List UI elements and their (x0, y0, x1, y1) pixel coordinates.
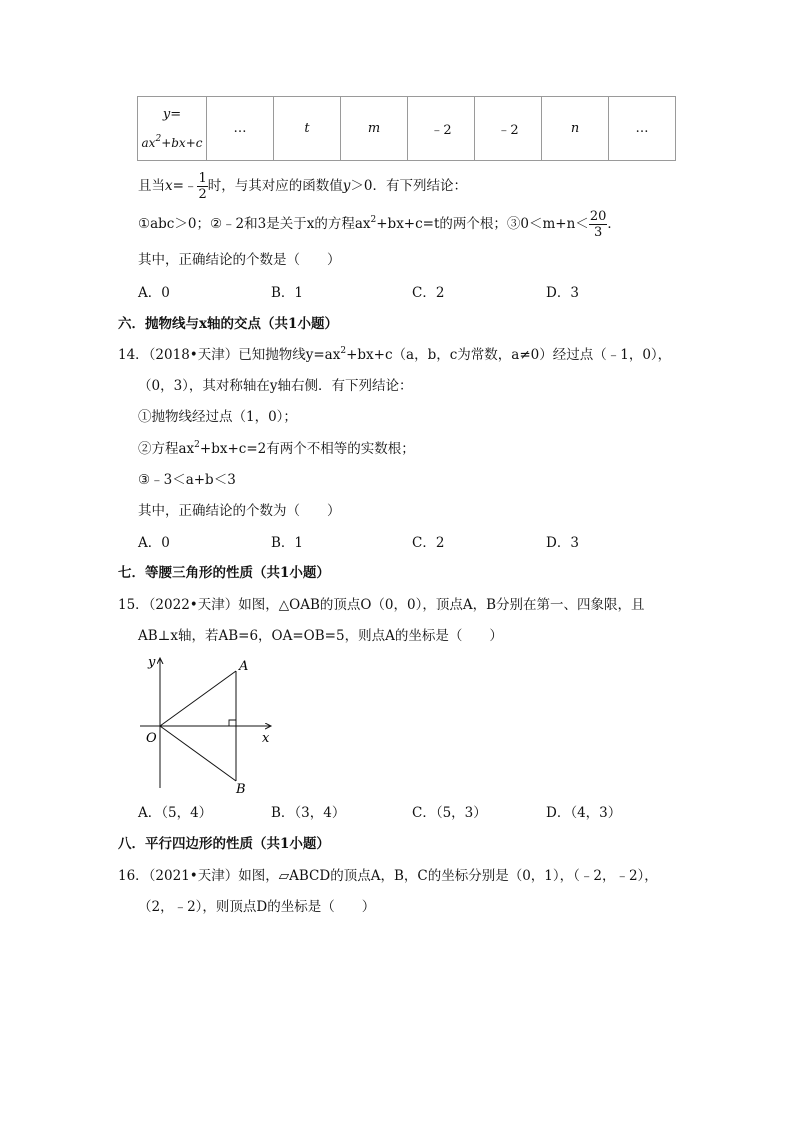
fraction-one-half: $\frac{1}{2}$ (198, 171, 207, 202)
q16-line-1: 16．（2021•天津）如图，▱ABCD的顶点A，B，C的坐标分别是（0，1），（﹣2，﹣2）， (118, 868, 658, 884)
value-table (137, 96, 676, 161)
q13-option-d: D．3 (546, 285, 579, 301)
q14-question: 其中，正确结论的个数为（ ） (138, 503, 341, 519)
q14-line-1: 14．（2018•天津）已知抛物线$y=ax^2+bx+c(a$，b，c为常数，a≠0）经过点（﹣1，0）， (118, 346, 672, 363)
point-a-label: A (239, 659, 249, 674)
triangle-figure (138, 650, 283, 800)
y-axis-label: y (148, 655, 156, 670)
q13-condition-line: 且当x=﹣ $\frac{1}{2}$ 时，与其对应的函数值y＞0．有下列结论： (138, 171, 467, 202)
section-7-title: 七．等腰三角形的性质（共1小题） (118, 565, 330, 581)
q15-option-c: C．（5，3） (412, 805, 487, 821)
q13-option-a: A．0 (138, 285, 170, 301)
segment-oa (160, 671, 236, 726)
table-cell: m (341, 97, 408, 161)
point-b-label: B (236, 782, 246, 797)
origin-label: O (146, 731, 157, 746)
q14-conclusion-1: ①抛物线经过点（1，0）； (138, 409, 297, 425)
q15-option-a: A．（5，4） (138, 805, 213, 821)
table-cell: … (609, 97, 676, 161)
q14-option-a: A．0 (138, 535, 170, 551)
section-6-title: 六．抛物线与x轴的交点（共1小题） (118, 316, 338, 332)
q14-option-c: C．2 (412, 535, 445, 551)
q15-line-2: AB⊥x轴，若AB=6，OA=OB=5，则点A的坐标是（ ） (138, 628, 503, 644)
table-cell: ﹣2 (408, 97, 475, 161)
q14-line-2: （0，3），其对称轴在y轴右侧．有下列结论： (138, 378, 413, 394)
fraction-twenty-thirds: $\frac{20}{3}$ (589, 209, 607, 240)
table-header-expression: $ax^2+bx+c$ (141, 134, 203, 150)
q15-option-d: D．（4，3） (546, 805, 622, 821)
q15-option-b: B．（3，4） (271, 805, 346, 821)
q14-option-b: B．1 (271, 535, 304, 551)
table-header-y: y= (162, 107, 182, 122)
table-cell: t (274, 97, 341, 161)
q16-line-2: （2，﹣2），则顶点D的坐标是（ ） (138, 899, 376, 915)
q14-conclusion-3: ③﹣3＜a+b＜3 (138, 472, 236, 488)
table-cell: n (542, 97, 609, 161)
table-cell: … (207, 97, 274, 161)
table-header-cell (138, 97, 207, 161)
q13-conclusions-line: ①abc＞0；②﹣2和3是关于x的方程$ax^2+bx+c=t$的两个根；③0＜m+n＜ $\frac{20}{3}$ ． (138, 209, 621, 240)
table-cell: ﹣2 (475, 97, 542, 161)
x-axis-label: x (262, 731, 270, 746)
section-8-title: 八．平行四边形的性质（共1小题） (118, 836, 330, 852)
q13-question: 其中，正确结论的个数是（ ） (138, 252, 341, 268)
q14-conclusion-2: ②方程$ax^2+bx+c=2$有两个不相等的实数根； (138, 440, 415, 457)
right-angle-mark (229, 720, 236, 726)
q14-option-d: D．3 (546, 535, 579, 551)
segment-ob (160, 726, 236, 781)
q13-option-c: C．2 (412, 285, 445, 301)
q15-line-1: 15．（2022•天津）如图，△OAB的顶点O（0，0），顶点A，B分别在第一、四象限，且 (118, 597, 645, 613)
q13-option-b: B．1 (271, 285, 304, 301)
